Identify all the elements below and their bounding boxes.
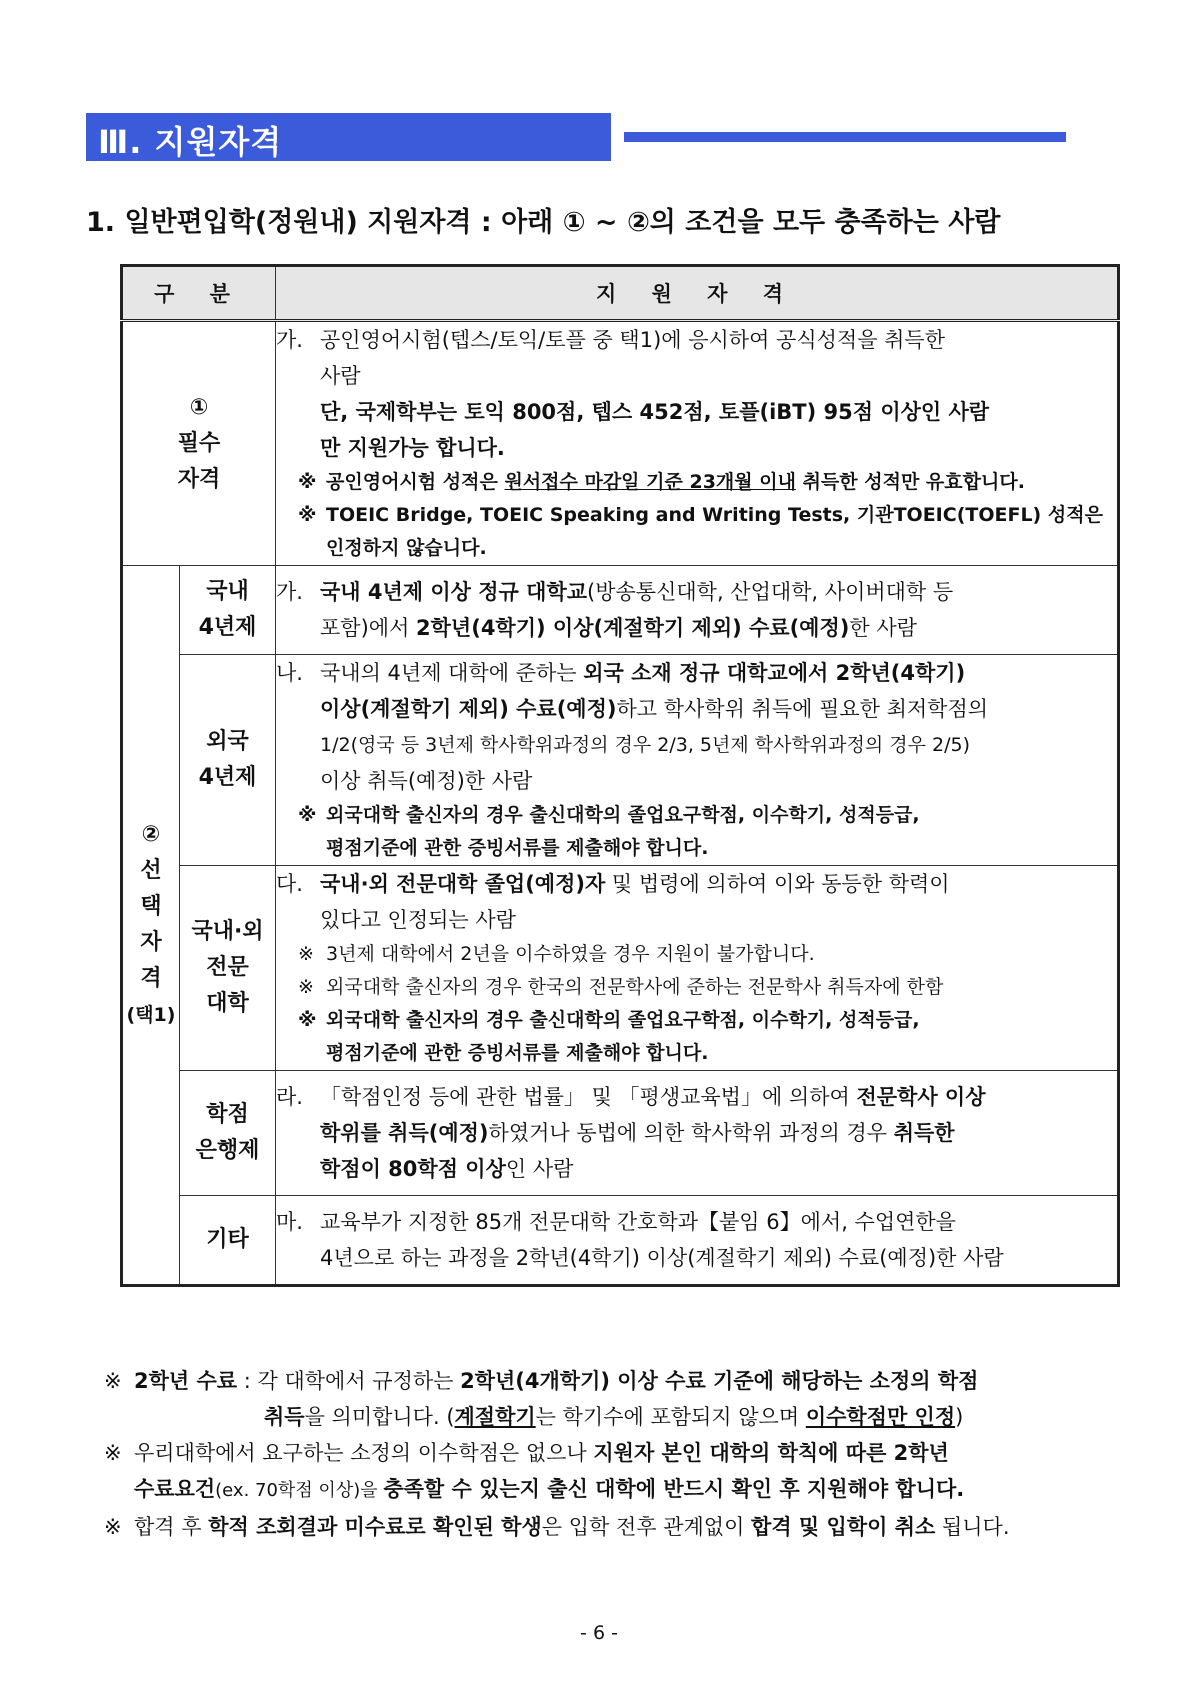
credit-bank-content: 라. 「학점인정 등에 관한 법률」 및 「평생교육법」에 의하여 전문학사 이상 학위를 취득(예정)하였거나 동법에 의한 학사학위 과정의 경우 취득한 학점이 80학점 이상인 사람	[276, 1071, 1119, 1196]
other-content: 마. 교육부가 지정한 85개 전문대학 간호학과【붙임 6】에서, 수업연한을 4년으로 하는 과정을 2학년(4학기) 이상(계절학기 제외) 수료(예정)한 사람	[276, 1196, 1119, 1286]
table-row-required	[122, 321, 1119, 566]
college-note-1: ※ 3년제 대학에서 2년을 이수하였을 경우 지원이 불가합니다.	[298, 943, 815, 965]
footnote-2: ※ 우리대학에서 요구하는 소정의 이수학점은 없으나 지원자 본인 대학의 학칙에 따른 2학년	[104, 1441, 949, 1465]
section-divider	[624, 132, 1066, 142]
table-row-foreign	[122, 655, 1119, 866]
header-qualification: 지 원 자 격	[276, 266, 1119, 321]
table-header-row	[122, 266, 1119, 321]
domestic-content: 가. 국내 4년제 이상 정규 대학교(방송통신대학, 산업대학, 사이버대학 등 포함)에서 2학년(4학기) 이상(계절학기 제외) 수료(예정)한 사람	[276, 566, 1119, 655]
footnote-3: ※ 합격 후 학적 조회결과 미수료로 확인된 학생은 입학 전후 관계없이 합격 및 입학이 취소 됩니다.	[104, 1515, 1010, 1539]
college-note-3: ※ 외국대학 출신자의 경우 출신대학의 졸업요구학점, 이수학기, 성적등급, 평점기준에 관한 증빙서류를 제출해야 합니다.	[298, 1009, 920, 1064]
foreign-note: ※ 외국대학 출신자의 경우 출신대학의 졸업요구학점, 이수학기, 성적등급, 평점기준에 관한 증빙서류를 제출해야 합니다.	[298, 804, 920, 859]
header-category: 구 분	[122, 266, 276, 321]
required-note-2: ※ TOEIC Bridge, TOEIC Speaking and Writing Tests, 기관TOEIC(TOEFL) 성적은 인정하지 않습니다.	[298, 504, 1103, 559]
required-note-1: ※ 공인영어시험 성적은 원서접수 마감일 기준 23개월 이내 취득한 성적만 유효합니다.	[298, 471, 1025, 493]
table-row-college	[122, 866, 1119, 1071]
college-content: 다. 국내·외 전문대학 졸업(예정)자 및 법령에 의하여 이와 동등한 학력이 있다고 인정되는 사람 ※ 3년제 대학에서 2년을 이수하였을 경우 지원이 불가합니다. ※ 외국대학 출신자의 경우 한국의 전문학사에 준하는 전문학사 취득자에 한함 ※ 외국대학 출신자의 경우 출신대학의 졸업요구학점, 이수학기, 성적등급, 평점기준에 관한 증빙서류를 제출해야 합니다.	[276, 866, 1119, 1071]
domestic-label: 국내 4년제	[180, 566, 276, 655]
college-note-2: ※ 외국대학 출신자의 경우 한국의 전문학사에 준하는 전문학사 취득자에 한함	[298, 976, 944, 998]
footnotes	[104, 1363, 1094, 1545]
required-label: ① 필수 자격	[122, 321, 276, 566]
selective-label: ② 선 택 자 격 (택1)	[122, 566, 180, 1286]
table-row-other	[122, 1196, 1119, 1286]
foreign-label: 외국 4년제	[180, 655, 276, 866]
page-heading: 1. 일반편입학(정원내) 지원자격 : 아래 ① ~ ②의 조건을 모두 충족하는 사람	[86, 207, 1001, 238]
section-title-bar	[86, 113, 611, 161]
qualification-table	[120, 264, 1120, 1287]
footnote-1: ※ 2학년 수료 : 각 대학에서 규정하는 2학년(4개학기) 이상 수료 기준에 해당하는 소정의 학점	[104, 1369, 979, 1393]
section-title: Ⅲ. 지원자격	[98, 123, 283, 161]
college-label: 국내·외 전문 대학	[180, 866, 276, 1071]
other-label: 기타	[180, 1196, 276, 1286]
table-row-domestic	[122, 566, 1119, 655]
footnote-1-cont: 취득을 의미합니다. (계절학기는 학기수에 포함되지 않으며 이수학점만 인정)	[264, 1405, 964, 1429]
required-content: 가. 공인영어시험(텝스/토익/토플 중 택1)에 응시하여 공식성적을 취득한 사람 단, 국제학부는 토익 800점, 텝스 452점, 토플(iBT) 95점 이상인 사람 만 지원가능 합니다. ※ 공인영어시험 성적은 원서접수 마감일 기준 23개월 이내 취득한 성적만 유효합니다. ※ TOEIC Bridge, TOEIC Speaking and Writing Tests, 기관TOEIC(TOEFL) 성적은 인정하지 않습니다.	[276, 321, 1119, 566]
credit-bank-label: 학점 은행제	[180, 1071, 276, 1196]
page-number: - 6 -	[580, 1622, 618, 1644]
footnote-2-cont: 수료요건(ex. 70학점 이상)을 충족할 수 있는지 출신 대학에 반드시 확인 후 지원해야 합니다.	[134, 1477, 965, 1501]
table-row-credit-bank	[122, 1071, 1119, 1196]
foreign-content: 나. 국내의 4년제 대학에 준하는 외국 소재 정규 대학교에서 2학년(4학기) 이상(계절학기 제외) 수료(예정)하고 학사학위 취득에 필요한 최저학점의 1/2(영국 등 3년제 학사학위과정의 경우 2/3, 5년제 학사학위과정의 경우 2/5) 이상 취득(예정)한 사람 ※ 외국대학 출신자의 경우 출신대학의 졸업요구학점, 이수학기, 성적등급, 평점기준에 관한 증빙서류를 제출해야 합니다.	[276, 655, 1119, 866]
